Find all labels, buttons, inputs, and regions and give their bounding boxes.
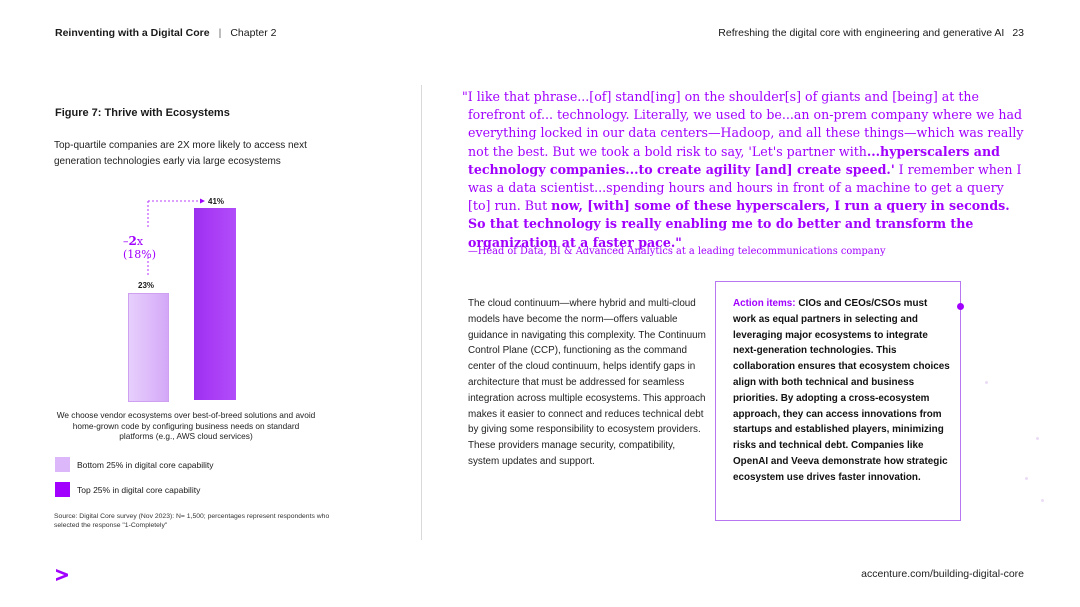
chapter-label: Chapter 2 xyxy=(230,27,277,39)
bar-label-top-25: 41% xyxy=(208,197,225,206)
bar-bottom-25 xyxy=(128,293,169,402)
multiplier-suffix: x xyxy=(136,235,144,248)
legend-item-bottom-25 xyxy=(55,457,214,472)
accenture-logo-icon xyxy=(55,568,69,582)
column-divider xyxy=(421,85,422,540)
decorative-sparkle xyxy=(1036,437,1039,440)
section-title: Refreshing the digital core with engineering and generative AI xyxy=(718,27,1005,39)
header-separator: | xyxy=(218,27,222,39)
bar-top-25 xyxy=(194,208,236,400)
multiplier-value: 2 xyxy=(128,234,137,248)
decorative-sparkle xyxy=(985,381,988,384)
legend-item-top-25 xyxy=(55,482,200,497)
quote-attribution: —Head of Data, BI & Advanced Analytics at a leading telecommunications company xyxy=(468,246,886,257)
action-items-title: Action items: xyxy=(733,298,796,309)
action-items-text xyxy=(733,296,951,486)
footer-url: accenture.com/building-digital-core xyxy=(861,568,1024,580)
action-items-body: CIOs and CEOs/CSOs must work as equal partners in selecting and leveraging major ecosystems to integrate next-generation technologies. This collaboration ensures that ecosystem choices align with both technical and business priorities. By adopting a cross-ecosystem approach, they can access innovations from startups and established players, minimizing risks and technical debt. Companies like OpenAI and Veeva demonstrate how strategic ecosystem use drives faster innovation. xyxy=(733,298,950,483)
multiplier-annotation: –2x (18%) xyxy=(123,234,157,261)
page-number: 23 xyxy=(1012,27,1024,39)
legend-label: Top 25% in digital core capability xyxy=(77,484,201,495)
legend-label: Bottom 25% in digital core capability xyxy=(77,459,214,470)
quote-part-2: I remember when I was a data scientist...spending hours and hours in front of a machine to get a query [to] run. But xyxy=(468,161,1022,214)
decorative-sparkle xyxy=(1041,499,1044,502)
decorative-sparkle xyxy=(1025,477,1028,480)
figure-title: Figure 7: Thrive with Ecosystems xyxy=(55,107,230,119)
quote-part-1: "I like that phrase...[of] stand[ing] on the shoulder[s] of giants and [being] at the forefront of... technology. Literally, we used to be...an on-prem company where we had everything locked in our data centers—Hadoop, and all these things—which was really not the best. But we took a bold risk to say, 'Let's partner with xyxy=(462,89,1024,159)
bar-label-bottom-25: 23% xyxy=(138,281,155,290)
report-title: Reinventing with a Digital Core xyxy=(55,27,210,39)
quote-bold-2: now, [with] some of these hyperscalers, I run a query in seconds. So that technology is really enabling me to do better and transform the organization at a faster pace." xyxy=(468,198,1010,250)
chart-note: We choose vendor ecosystems over best-of-breed solutions and avoid home-grown code by configuring business needs on standard platforms (e.g., AWS cloud services) xyxy=(56,410,316,441)
section-header xyxy=(718,27,1024,39)
legend-swatch-dark xyxy=(55,482,70,497)
quote-bold-1: ...hyperscalers and technology companies...to create agility [and] create speed.' xyxy=(468,143,1000,177)
decorative-dot xyxy=(957,303,964,310)
figure-subtitle: Top-quartile companies are 2X more likely to access next generation technologies early via large ecosystems xyxy=(54,140,307,167)
figure-source: Source: Digital Core survey (Nov 2023): N= 1,500; percentages represent respondents who selected the response "1-Completely" xyxy=(54,513,330,529)
pull-quote xyxy=(462,88,1030,252)
body-paragraph: The cloud continuum—where hybrid and multi-cloud models have become the norm—offers valuable guidance in navigating this complexity. The Continuum Control Plane (CCP), functioning as the command center of the cloud continuum, helps identify gaps in architecture that must be addressed for seamless integration across multiple ecosystems. This approach makes it easier to connect and reduces technical debt by giving some responsibility to ecosystem providers. These providers manage security, compatibility, system updates and support. xyxy=(468,298,706,467)
legend-swatch-light xyxy=(55,457,70,472)
multiplier-detail: (18%) xyxy=(123,248,157,261)
